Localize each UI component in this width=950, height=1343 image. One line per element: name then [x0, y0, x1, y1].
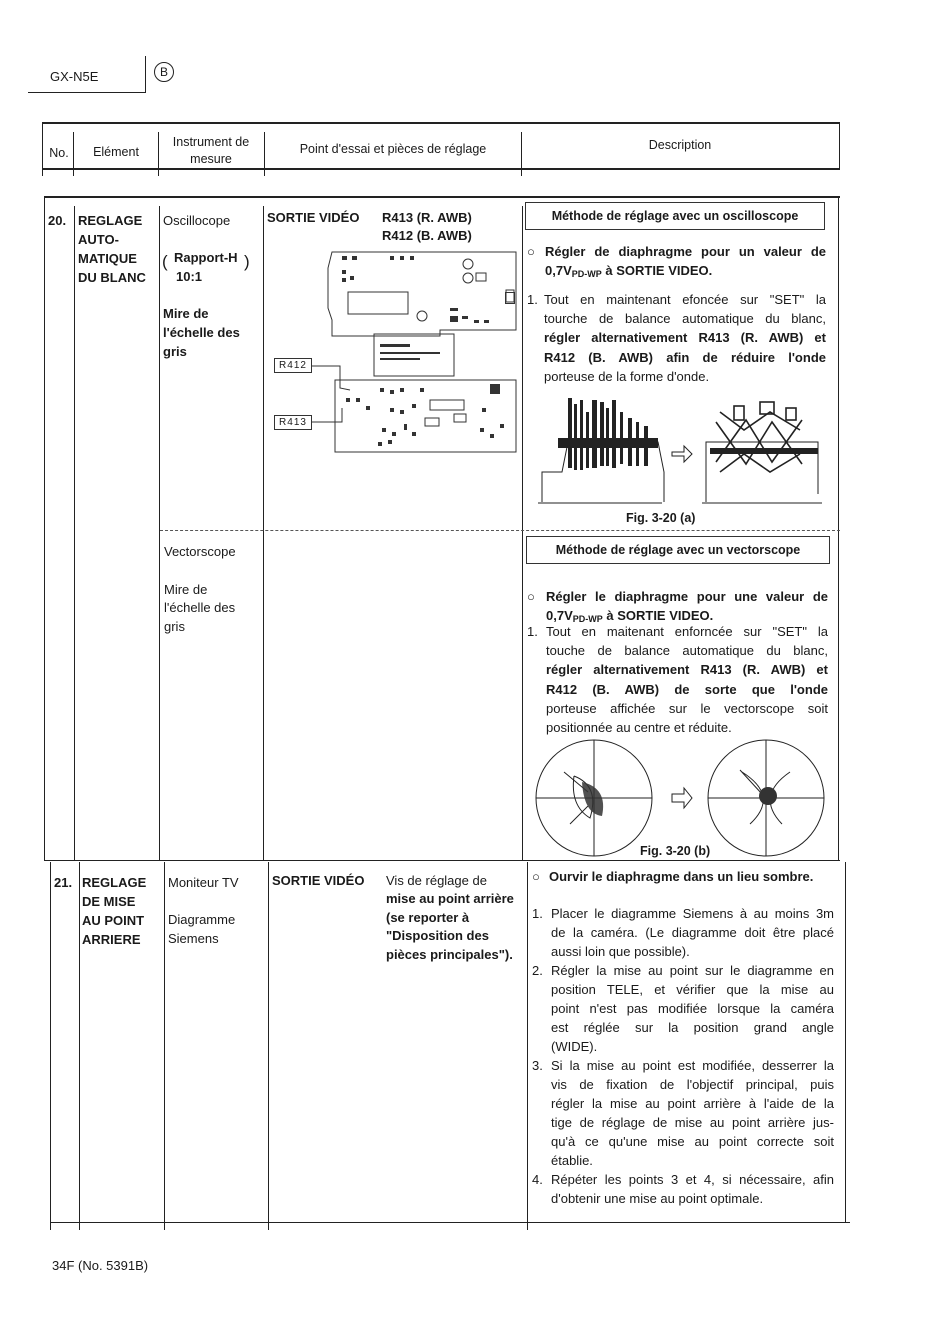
row20-mire2-l3: gris [164, 619, 185, 634]
row20-mire1-l1: Mire de [163, 306, 209, 321]
page-number: 34F (No. 5391B) [52, 1258, 149, 1273]
row21-element-l4: ARRIERE [82, 932, 141, 947]
col-instrument-l2: mesure [190, 152, 232, 166]
header-underline [28, 92, 146, 93]
model-number: GX-N5E [50, 69, 99, 84]
row21-screw-l3: (se reporter à [386, 910, 470, 925]
row20-element-l1: REGLAGE [78, 213, 143, 228]
bracket-close: ) [244, 252, 250, 271]
row20-instrument-osc: Oscillocope [163, 213, 231, 228]
row21-test-point: SORTIE VIDÉO [272, 873, 365, 888]
fig-a-caption: Fig. 3-20 (a) [626, 511, 696, 525]
fig-b-caption: Fig. 3-20 (b) [640, 844, 711, 858]
row21-screw-l5: pièces principales"). [386, 947, 513, 962]
row20-r412: R412 (B. AWB) [382, 228, 472, 243]
region-badge: B [154, 62, 174, 82]
col-instrument-l1: Instrument de [172, 135, 250, 149]
label-r413: R413 [274, 415, 312, 430]
row21-element-l1: REGLAGE [82, 875, 147, 890]
row21-instrument-siemens-l2: Siemens [168, 931, 219, 946]
row20-mire1-l2: l'échelle des [163, 325, 240, 340]
row21-steps: 1. Placer le diagramme Siemens à au moins 3m de la caméra. (Le diagramme doit être placé aussi loin que possible). 2. Régler la mise au point sur le diagramme en position TELE, et vérifier que la mise au point n'est pas modifiée lorsque la caméra est réglée sur la position grand angle (WIDE). 3. Si la mise au point est modifiée, desserrer la vis de fixation de l'objectif principal, puis régler la mise au point arrière à l'aide de la tige de réglage de mise au point arrière jus- qu'à ce qu'une mise au point correcte soit établie. 4. Répéter les points 3 et 4, si nécessaire, afin d'obtenir une mise au point optimale. [532, 906, 834, 1206]
row20-r413: R413 (R. AWB) [382, 210, 472, 225]
bracket-open: ( [162, 252, 168, 271]
table-top [44, 196, 840, 198]
row21-bullet: ○ Ourvir le diaphragme dans un lieu sombre. [532, 869, 814, 884]
row21-screw-l1: Vis de réglage de [386, 873, 487, 888]
row21-instrument-monitor: Moniteur TV [168, 875, 239, 890]
col-test-point: Point d'essai et pièces de réglage [299, 142, 487, 156]
row21-screw-l4: "Disposition des [386, 928, 489, 943]
row20-ratio-l2: 10:1 [176, 269, 203, 284]
method-oscilloscope-title: Méthode de réglage avec un oscilloscope [525, 202, 825, 230]
row20-instrument-vec: Vectorscope [164, 544, 236, 559]
row20-element-l2: AUTO- [78, 232, 119, 247]
row20-element-l4: DU BLANC [78, 270, 146, 285]
row21-element-l3: AU POINT [82, 913, 145, 928]
table-bottom [50, 1222, 850, 1223]
waveform-figure [538, 392, 830, 510]
vec-step-1: 1. Tout en maitenant enforncée sur "SET" la touche de balance automatique du blanc, régler alternativement R413 (R. AWB) et R412 (B. AWB) de sorte que l'onde porteuse affichée sur le vectorscope soit positionnée au centre et réduite. [527, 624, 828, 736]
row20-ratio-l1: Rapport-H [174, 250, 238, 265]
row20-test-point: SORTIE VIDÉO [267, 210, 360, 225]
header-divider [145, 56, 146, 93]
osc-step-1: 1. Tout en maintenant efoncée sur "SET" la tourche de balance automatique du blanc, régler alternativement R413 (R. AWB) et R412 (B. AWB) afin de réduire l'onde porteuse de la forme d'onde. [527, 292, 826, 384]
col-description: Description [648, 138, 712, 152]
row20-mire2-l2: l'échelle des [164, 600, 236, 615]
osc-margin-mark [505, 292, 515, 304]
osc-bullet: ○ Régler de diaphragme pour un valeur de $0,7V_{PD-WP}$ à SORTIE VIDEO. [527, 244, 826, 280]
vec-bullet: ○ Régler le diaphragme pour une valeur de $0,7V_{PD-WP}$ à SORTIE VIDEO. [527, 589, 828, 625]
row20-mire2-l1: Mire de [164, 582, 208, 597]
col-element: Elément [93, 145, 139, 159]
row21-screw-l2: mise au point arrière [386, 891, 514, 906]
row21-instrument-siemens-l1: Diagramme [168, 912, 236, 927]
row20-no: 20. [48, 213, 67, 228]
row20-element-l3: MATIQUE [78, 251, 137, 266]
method-vectorscope-title: Méthode de réglage avec un vectorscope [526, 536, 830, 564]
row21-element-l2: DE MISE [82, 894, 136, 909]
label-r412: R412 [274, 358, 312, 373]
row20-mire1-l3: gris [163, 344, 187, 359]
row21-no: 21. [54, 875, 73, 890]
col-no: No. [49, 146, 69, 160]
